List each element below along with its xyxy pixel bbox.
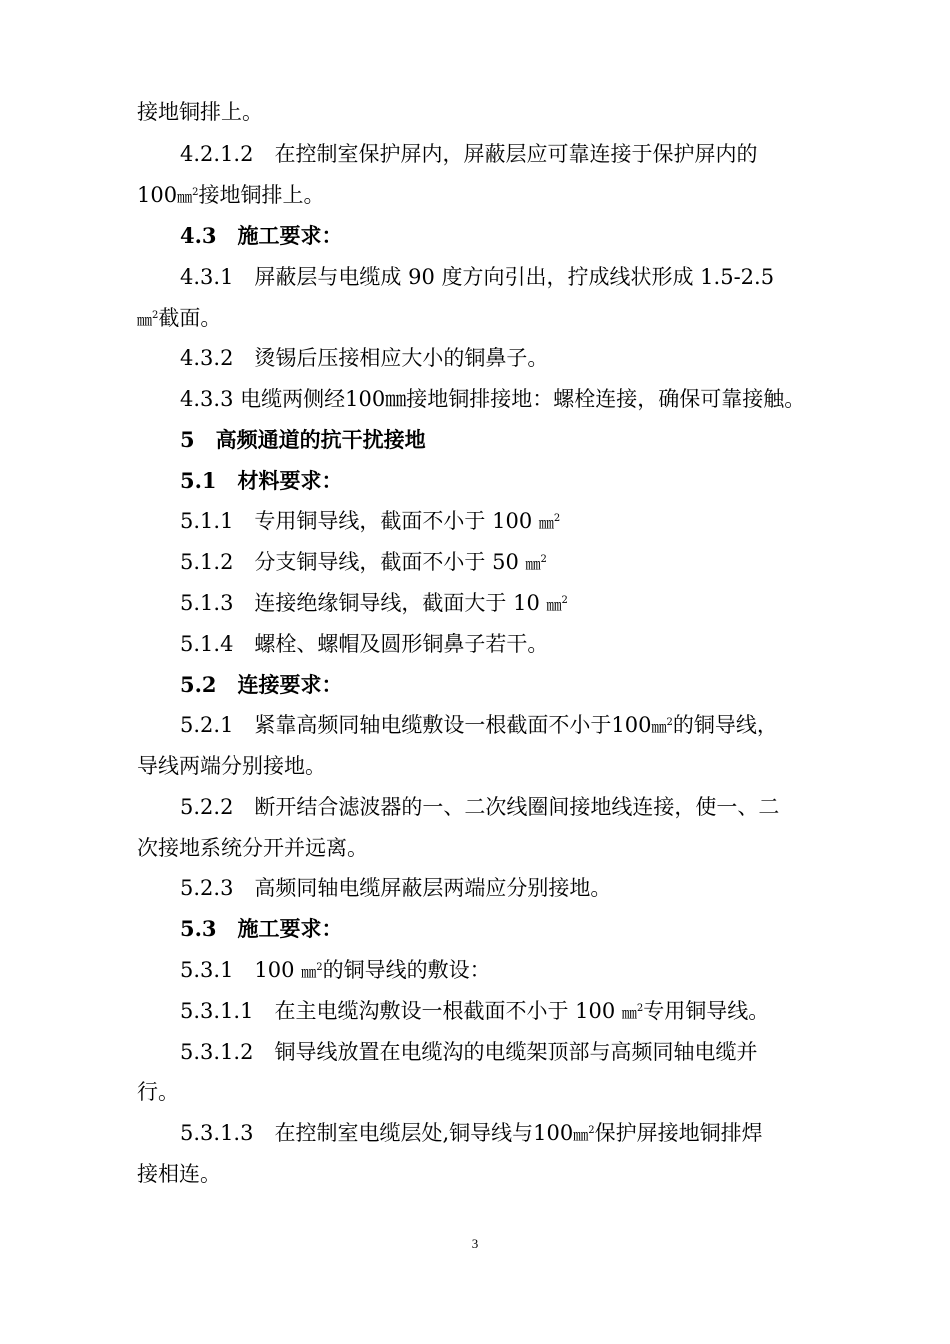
section-heading (180, 222, 343, 250)
superscript: 2 (152, 310, 159, 321)
text: 4.3.3 电缆两侧经100㎜接地铜排接地：螺栓连接，确保可靠接触。 (180, 387, 806, 411)
paragraph-line (137, 834, 368, 862)
unit-mm: ㎜ (651, 718, 667, 736)
text: 5.3.1.3 在控制室电缆层处,铜导线与100 (180, 1121, 574, 1145)
text: 5.3.1.2 铜导线放置在电缆沟的电缆架顶部与高频同轴电缆并 (180, 1040, 758, 1064)
text: 的铜导线的敷设： (322, 958, 491, 982)
paragraph-line (180, 997, 769, 1025)
superscript: 2 (666, 717, 673, 728)
text: 次接地系统分开并远离。 (137, 836, 368, 860)
paragraph-line (180, 263, 774, 291)
unit-mm: ㎜ (301, 963, 317, 981)
superscript: 2 (588, 1125, 595, 1136)
text: 5.1.1 专用铜导线，截面不小于 100 (180, 509, 539, 533)
section-heading (180, 467, 343, 495)
paragraph-line (180, 589, 568, 617)
superscript: 2 (316, 962, 323, 973)
text: 保护屏接地铜排焊 (594, 1121, 763, 1145)
paragraph-line (137, 1078, 179, 1106)
text: 导线两端分别接地。 (137, 754, 326, 778)
text: 5.1.3 连接绝缘铜导线，截面大于 10 (180, 591, 547, 615)
unit-mm: ㎜ (177, 188, 193, 206)
paragraph-line (180, 711, 778, 739)
text: 行。 (137, 1080, 179, 1104)
paragraph-line (137, 181, 324, 209)
text: 4.3.2 烫锡后压接相应大小的铜鼻子。 (180, 346, 549, 370)
text: 5 高频通道的抗干扰接地 (180, 427, 426, 452)
text: 5.1 材料要求： (180, 468, 343, 493)
text: 5.2.1 紧靠高频同轴电缆敷设一根截面不小于100 (180, 713, 652, 737)
chapter-heading (180, 426, 426, 454)
unit-mm: ㎜ (573, 1126, 589, 1144)
text: 5.3.1 100 (180, 958, 302, 982)
superscript: 2 (192, 187, 199, 198)
text: 接相连。 (137, 1162, 221, 1186)
text: 的铜导线， (672, 713, 778, 737)
text: 5.3 施工要求： (180, 916, 343, 941)
unit-mm: ㎜ (538, 514, 554, 532)
paragraph-line (137, 98, 263, 126)
paragraph-line (180, 1038, 757, 1066)
text: 4.3.1 屏蔽层与电缆成 90 度方向引出，拧成线状形成 1.5-2.5 (180, 265, 775, 289)
text: 5.1.2 分支铜导线，截面不小于 50 (180, 550, 526, 574)
paragraph-line (180, 793, 779, 821)
superscript: 2 (553, 513, 561, 524)
paragraph-line (180, 140, 757, 168)
text: 接地铜排上。 (198, 183, 325, 207)
paragraph-line (180, 956, 491, 984)
superscript: 2 (540, 554, 547, 565)
unit-mm: ㎜ (525, 555, 541, 573)
paragraph-line (180, 630, 548, 658)
superscript: 2 (561, 595, 568, 606)
text: 5.2.3 高频同轴电缆屏蔽层两端应分别接地。 (180, 876, 612, 900)
text: 5.1.4 螺栓、螺帽及圆形铜鼻子若干。 (180, 632, 549, 656)
section-heading (180, 671, 343, 699)
text: 4.2.1.2 在控制室保护屏内，屏蔽层应可靠连接于保护屏内的 (180, 142, 758, 166)
text: 接地铜排上。 (137, 100, 263, 124)
superscript: 2 (636, 1003, 644, 1014)
section-heading (180, 915, 343, 943)
text: 4.3 施工要求： (180, 223, 343, 248)
paragraph-line (180, 385, 805, 413)
paragraph-line (137, 752, 326, 780)
unit-mm: ㎜ (137, 311, 153, 329)
text: 100 (137, 183, 178, 207)
text: 专用铜导线。 (643, 999, 770, 1023)
paragraph-line (180, 548, 547, 576)
text: 5.2 连接要求： (180, 672, 343, 697)
paragraph-line (180, 344, 548, 372)
unit-mm: ㎜ (621, 1004, 637, 1022)
page-number: 3 (471, 1236, 479, 1251)
paragraph-line (137, 1160, 221, 1188)
paragraph-line (180, 1119, 763, 1147)
unit-mm: ㎜ (546, 596, 562, 614)
text: 截面。 (158, 306, 222, 330)
text: 5.2.2 断开结合滤波器的一、二次线圈间接地线连接，使一、二 (180, 795, 780, 819)
paragraph-line (180, 874, 611, 902)
paragraph-line (180, 507, 560, 535)
text: 5.3.1.1 在主电缆沟敷设一根截面不小于 100 (180, 999, 622, 1023)
paragraph-line (137, 304, 221, 332)
